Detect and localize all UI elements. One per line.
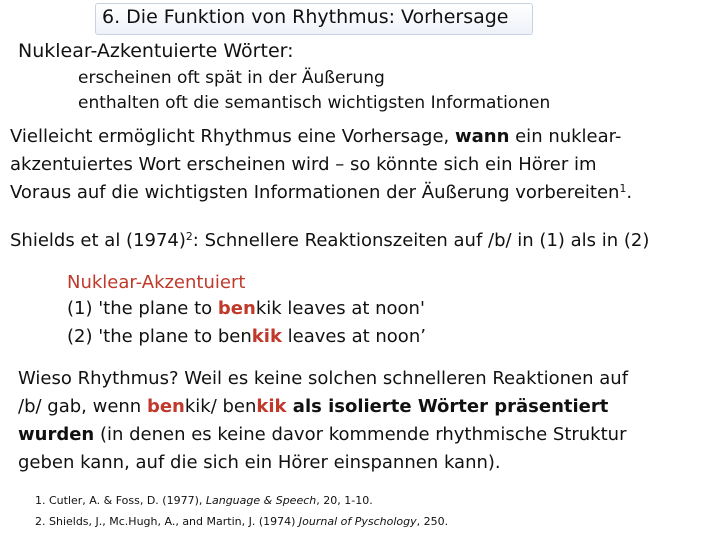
shields-text: : Schnellere Reaktionszeiten auf /b/ in (1) als in (2) xyxy=(192,230,650,251)
stressed-syllable: ben xyxy=(146,396,185,417)
reference-text: , 20, 1-10. xyxy=(316,494,373,507)
nuclear-heading: Nuklear-Azkentuierte Wörter: xyxy=(18,40,294,62)
why-text: /b/ gab, wenn xyxy=(18,396,147,417)
footnote-marker: 1 xyxy=(619,182,627,196)
why-line-3 xyxy=(18,424,626,445)
hypothesis-emphasis: wann xyxy=(454,126,510,147)
reference-text: , 250. xyxy=(416,515,449,528)
hypothesis-text: Vielleicht ermöglicht Rhythmus eine Vorhersage, xyxy=(10,126,455,147)
stressed-syllable: ben xyxy=(217,298,256,319)
nuclear-bullet-2: enthalten oft die semantisch wichtigsten Informationen xyxy=(78,93,551,113)
hypothesis-text: Voraus auf die wichtigsten Informationen der Äußerung vorbereiten xyxy=(10,182,620,203)
slide-title: 6. Die Funktion von Rhythmus: Vorhersage xyxy=(102,6,509,28)
example-1 xyxy=(67,298,425,319)
reference-journal: Journal of Pyschology xyxy=(298,515,417,528)
footnote-marker: 2 xyxy=(185,230,193,244)
shields-line xyxy=(10,230,649,251)
hypothesis-line-3 xyxy=(10,182,632,203)
example-text: kik leaves at noon' xyxy=(255,298,425,319)
reference-text: 1. Cutler, A. & Foss, D. (1977), xyxy=(35,494,206,507)
example-text: (2) 'the plane to ben xyxy=(67,326,252,347)
reference-2 xyxy=(35,515,448,528)
reference-journal: Language & Speech xyxy=(205,494,317,507)
why-emphasis: wurden xyxy=(18,424,95,445)
reference-text: 2. Shields, J., Mc.Hugh, A., and Martin, J. (1974) xyxy=(35,515,299,528)
example-2 xyxy=(67,326,426,347)
example-label: Nuklear-Akzentuiert xyxy=(67,272,246,293)
example-text: (1) 'the plane to xyxy=(67,298,218,319)
hypothesis-text: ein nuklear- xyxy=(509,126,622,147)
hypothesis-line-2: akzentuiertes Wort erscheinen wird – so könnte sich ein Hörer im xyxy=(10,154,597,175)
why-text: kik/ ben xyxy=(184,396,257,417)
why-line-1: Wieso Rhythmus? Weil es keine solchen schnelleren Reaktionen auf xyxy=(18,368,629,389)
why-line-2 xyxy=(18,396,608,417)
nuclear-bullet-1: erscheinen oft spät in der Äußerung xyxy=(78,68,385,88)
stressed-syllable: kik xyxy=(256,396,287,417)
stressed-syllable: kik xyxy=(251,326,282,347)
hypothesis-text: . xyxy=(626,182,633,203)
shields-citation: Shields et al (1974) xyxy=(10,230,186,251)
reference-1 xyxy=(35,494,373,507)
why-line-4: geben kann, auf die sich ein Hörer einspannen kann). xyxy=(18,452,501,473)
hypothesis-line-1 xyxy=(10,126,621,147)
why-text: (in denen es keine davor kommende rhythmische Struktur xyxy=(94,424,627,445)
example-text: leaves at noon’ xyxy=(281,326,426,347)
why-emphasis: als isolierte Wörter präsentiert xyxy=(286,396,609,417)
